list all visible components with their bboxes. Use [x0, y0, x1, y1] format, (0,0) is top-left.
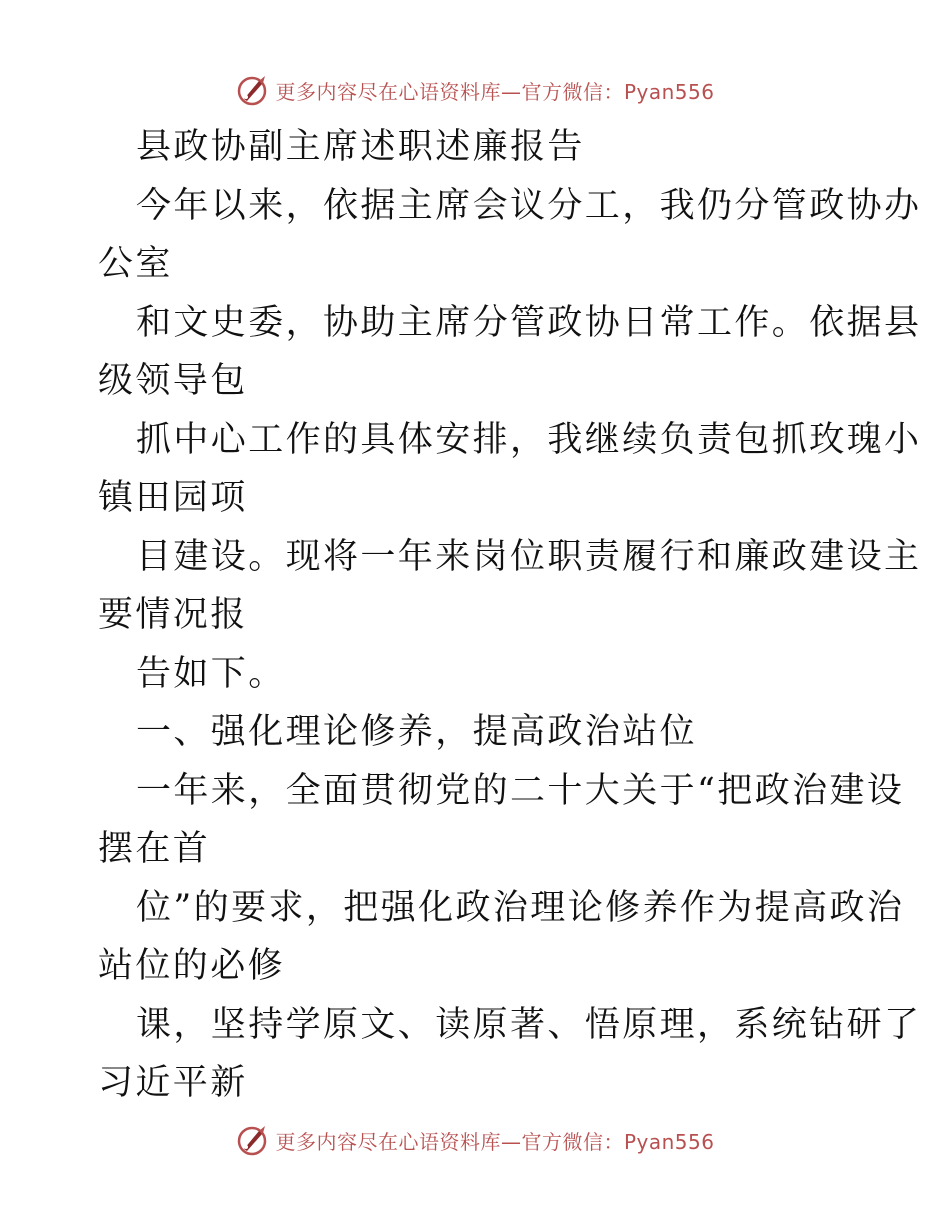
paragraph-line: 站位的必修 — [98, 946, 286, 986]
paragraph-line: 位”的要求，把强化政治理论修养作为提高政治 — [136, 887, 905, 928]
footer-banner — [0, 1120, 950, 1160]
paragraph-line: 今年以来，依据主席会议分工，我仍分管政协办 — [136, 185, 922, 226]
section-heading: 一、强化理论修养，提高政治站位 — [136, 712, 698, 752]
quill-pen-logo-icon — [235, 73, 269, 107]
paragraph-line: 要情况报 — [98, 595, 248, 635]
paragraph-line: 目建设。现将一年来岗位职责履行和廉政建设主 — [136, 536, 922, 577]
paragraph-line: 摆在首 — [98, 829, 211, 869]
paragraph-line: 镇田园项 — [98, 478, 248, 518]
paragraph-line: 习近平新 — [98, 1063, 248, 1103]
header-banner-text: 更多内容尽在心语资料库—官方微信：Pyan556 — [275, 79, 715, 104]
footer-banner-text: 更多内容尽在心语资料库—官方微信：Pyan556 — [275, 1129, 715, 1154]
paragraph-line: 告如下。 — [136, 653, 286, 694]
document-body — [98, 118, 922, 1113]
paragraph-line: 课，坚持学原文、读原著、悟原理，系统钻研了 — [136, 1004, 922, 1045]
paragraph-line: 一年来，全面贯彻党的二十大关于“把政治建设 — [136, 770, 905, 811]
document-title: 县政协副主席述职述廉报告 — [136, 127, 585, 167]
paragraph-line: 抓中心工作的具体安排，我继续负责包抓玫瑰小 — [136, 419, 922, 460]
header-banner — [0, 70, 950, 110]
paragraph-line: 和文史委，协助主席分管政协日常工作。依据县 — [136, 302, 922, 343]
paragraph-line: 公室 — [98, 244, 173, 284]
paragraph-line: 级领导包 — [98, 361, 248, 401]
quill-pen-logo-icon — [235, 1123, 269, 1157]
